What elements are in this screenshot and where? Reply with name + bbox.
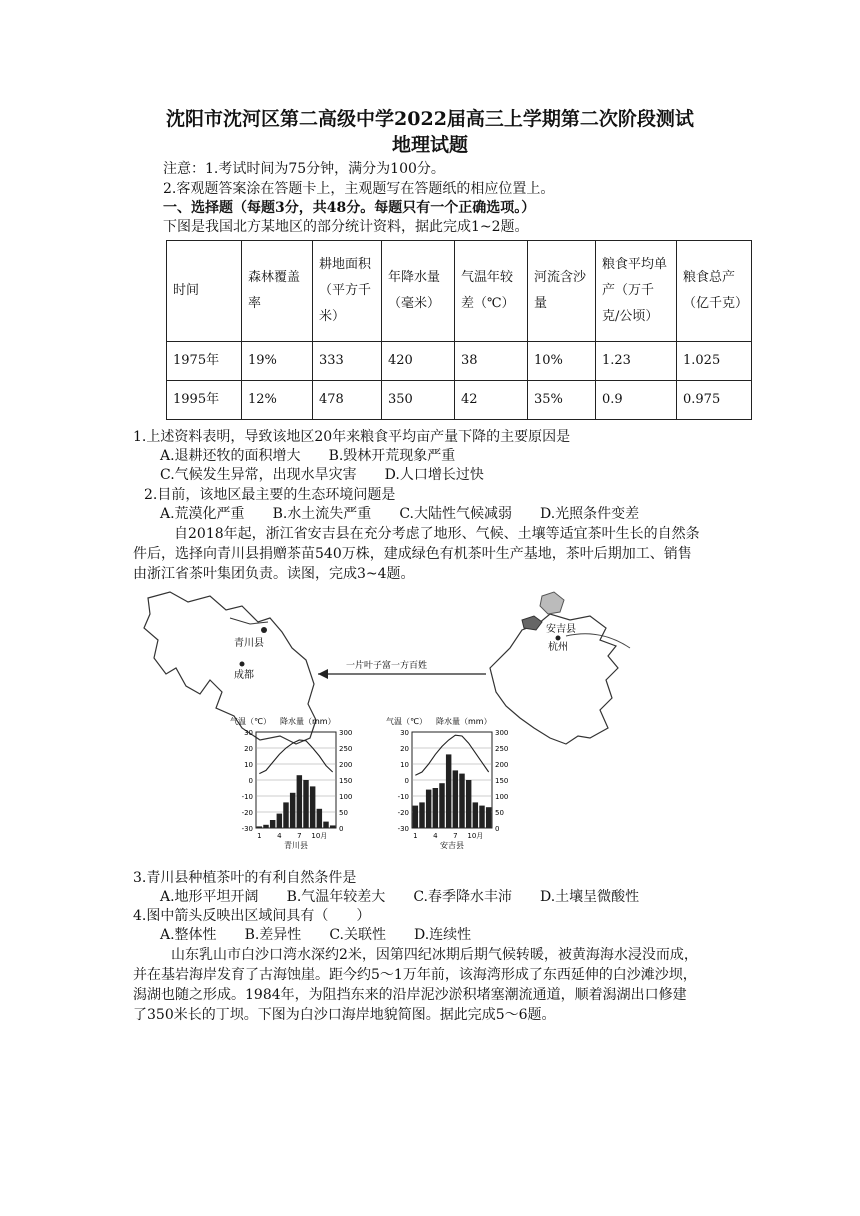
q1-stem: 1.上述资料表明，导致该地区20年来粮食平均亩产量下降的主要原因是: [133, 429, 571, 445]
temp-tick-label: 30: [400, 729, 409, 737]
table-cell: 478: [313, 381, 382, 420]
temp-tick-label: -20: [397, 809, 409, 817]
precip-tick-label: 300: [495, 729, 509, 737]
q3-option-a[interactable]: A.地形平坦开阔: [160, 889, 259, 905]
temp-tick-label: 20: [244, 745, 253, 753]
precip-tick-label: 150: [339, 777, 353, 785]
passage-5-6-line-3: 潟湖也随之形成。1984年，为阻挡东来的沿岸泥沙淤积堵塞潮流通道，顺着潟湖出口修建: [133, 987, 687, 1003]
month-tick-label: 4: [277, 832, 282, 840]
precip-bar: [323, 822, 328, 828]
temp-tick-label: 0: [248, 777, 253, 785]
table-header: 年降水量（毫米）: [382, 241, 455, 342]
precip-bar: [270, 820, 275, 828]
q4-option-c[interactable]: C.关联性: [329, 927, 386, 943]
q1-option-c[interactable]: C.气候发生异常，出现水旱灾害: [160, 467, 357, 483]
precip-bar: [263, 825, 268, 828]
chengdu-marker: [240, 662, 245, 667]
q1-option-b[interactable]: B.毁林开荒现象严重: [328, 448, 456, 464]
table-header: 时间: [167, 241, 242, 342]
q2-option-c[interactable]: C.大陆性气候减弱: [399, 506, 512, 522]
q2-option-b[interactable]: B.水土流失严重: [272, 506, 372, 522]
precip-bar: [479, 806, 484, 828]
table-header: 耕地面积（平方千米）: [313, 241, 382, 342]
table-cell: 1995年: [167, 381, 242, 420]
precip-bar: [283, 802, 288, 828]
precip-bar: [290, 793, 295, 828]
precip-tick-label: 250: [339, 745, 353, 753]
table-cell: 19%: [242, 342, 313, 381]
q3-stem: 3.青川县种植茶叶的有利自然条件是: [133, 870, 357, 886]
precip-bar: [433, 788, 438, 828]
precip-bar: [466, 780, 471, 828]
note-1: 注意：1.考试时间为75分钟，满分为100分。: [163, 161, 445, 177]
month-tick-label: 10月: [311, 832, 328, 840]
month-tick-label: 7: [297, 832, 302, 840]
q4-option-b[interactable]: B.差异性: [244, 927, 302, 943]
qingchuan-marker: [261, 627, 267, 633]
exam-subtitle: 地理试题: [391, 134, 468, 156]
table-cell: 38: [455, 342, 528, 381]
temp-tick-label: 30: [244, 729, 253, 737]
note-2: 2.客观题答案涂在答题卡上，主观题写在答题纸的相应位置上。: [163, 181, 555, 197]
temp-axis-label: 气温（℃）: [386, 717, 427, 726]
month-tick-label: 7: [453, 832, 458, 840]
table-cell: 333: [313, 342, 382, 381]
table-cell: 0.975: [677, 381, 752, 420]
q4-option-d[interactable]: D.连续性: [413, 927, 472, 943]
map-label-qingchuan: 青川县: [234, 638, 264, 649]
temp-tick-label: -30: [397, 825, 409, 833]
q3-option-d[interactable]: D.土壤呈微酸性: [539, 889, 640, 905]
precip-tick-label: 250: [495, 745, 509, 753]
q4-options: [160, 926, 499, 944]
table-cell: 420: [382, 342, 455, 381]
precip-tick-label: 150: [495, 777, 509, 785]
map-figure: [130, 588, 650, 864]
precip-bar: [459, 774, 464, 828]
map-label-hangzhou: 杭州: [548, 642, 568, 653]
table-row: [167, 381, 752, 420]
q3-option-b[interactable]: B.气温年较差大: [286, 889, 386, 905]
precip-bar: [330, 825, 335, 828]
table-row: [167, 342, 752, 381]
table-cell: 1.23: [596, 342, 677, 381]
q1-option-a[interactable]: A.退耕还牧的面积增大: [160, 448, 301, 464]
q2-option-d[interactable]: D.光照条件变差: [539, 506, 640, 522]
table-header: 森林覆盖率: [242, 241, 313, 342]
precip-bar: [257, 826, 262, 828]
passage-5-6-line-1: 山东乳山市白沙口湾水深约2米，因第四纪冰期后期气候转暖，被黄海海水浸没而成，: [171, 947, 698, 963]
temperature-line: [259, 740, 332, 774]
climate-chart-anji: [386, 716, 508, 850]
precip-bar: [303, 780, 308, 828]
precip-tick-label: 200: [339, 761, 353, 769]
month-tick-label: 10月: [467, 832, 484, 840]
q3-options: [160, 888, 667, 906]
anji-region: [522, 616, 542, 630]
temp-tick-label: 10: [400, 761, 409, 769]
table-header: 粮食总产（亿千克）: [677, 241, 752, 342]
month-tick-label: 4: [433, 832, 438, 840]
temp-axis-label: 气温（℃）: [230, 717, 271, 726]
intro-q1-2: 下图是我国北方某地区的部分统计资料，据此完成1~2题。: [163, 219, 529, 235]
precip-tick-label: 300: [339, 729, 353, 737]
precip-bar: [413, 806, 418, 828]
arrow-head-icon: [318, 669, 328, 679]
temp-tick-label: 20: [400, 745, 409, 753]
precip-bar: [317, 809, 322, 828]
passage-3-4-line-2: 件后，选择向青川县捐赠茶苗540万株，建成绿色有机茶叶生产基地，茶叶后期加工、销售: [133, 546, 692, 562]
q4-stem: 4.图中箭头反映出区域间具有（ ）: [133, 908, 371, 924]
climate-chart-qingchuan: [230, 716, 352, 850]
exam-title: 沈阳市沈河区第二高级中学2022届高三上学期第二次阶段测试: [166, 108, 694, 130]
precip-tick-label: 0: [495, 825, 500, 833]
passage-5-6-line-2: 并在基岩海岸发育了古海蚀崖。距今约5～1万年前，该海湾形成了东西延伸的白沙滩沙坝，: [133, 967, 697, 983]
table-header: 河流含沙量: [528, 241, 596, 342]
precip-bar: [486, 807, 491, 828]
precip-bar: [310, 786, 315, 828]
precip-bar: [439, 783, 444, 828]
table-cell: 1.025: [677, 342, 752, 381]
temp-tick-label: -10: [241, 793, 253, 801]
q2-option-a[interactable]: A.荒漠化严重: [160, 506, 245, 522]
temp-tick-label: -30: [241, 825, 253, 833]
table-cell: 10%: [528, 342, 596, 381]
map-label-anji: 安吉县: [546, 624, 576, 635]
q2-stem: 2.目前，该地区最主要的生态环境问题是: [144, 487, 396, 503]
precip-bar: [419, 802, 424, 828]
q4-option-a[interactable]: A.整体性: [160, 927, 217, 943]
precip-tick-label: 0: [339, 825, 344, 833]
q1-option-d[interactable]: D.人口增长过快: [384, 467, 484, 483]
precip-bar: [446, 754, 451, 828]
precip-tick-label: 100: [495, 793, 509, 801]
temperature-line: [415, 735, 488, 775]
temp-tick-label: -10: [397, 793, 409, 801]
month-tick-label: 1: [257, 832, 262, 840]
precip-axis-label: 降水量（mm）: [280, 717, 336, 726]
precip-tick-label: 50: [339, 809, 348, 817]
table-header: 气温年较差（℃）: [455, 241, 528, 342]
precip-bar: [473, 802, 478, 828]
hangzhou-marker: [556, 636, 561, 641]
passage-3-4-line-1: 自2018年起，浙江省安吉县在充分考虑了地形、气候、土壤等适宜茶叶生长的自然条: [174, 526, 700, 542]
chart-place-label: 安吉县: [440, 841, 464, 850]
temp-tick-label: 0: [404, 777, 409, 785]
statistics-table: [166, 240, 752, 420]
table-cell: 0.9: [596, 381, 677, 420]
temp-tick-label: -20: [241, 809, 253, 817]
table-header-row: [167, 241, 752, 342]
precip-bar: [426, 790, 431, 828]
q1-options-ab: [160, 447, 483, 465]
arrow-caption: 一片叶子富一方百姓: [346, 661, 428, 671]
section-heading: 一、选择题（每题3分，共48分。每题只有一个正确选项。）: [163, 200, 536, 216]
q1-options-cd: [160, 466, 512, 484]
q2-options: [160, 505, 667, 523]
q3-option-c[interactable]: C.春季降水丰沛: [413, 889, 512, 905]
table-cell: 350: [382, 381, 455, 420]
precip-tick-label: 50: [495, 809, 504, 817]
precip-bar: [297, 775, 302, 828]
precip-bar: [453, 770, 458, 828]
temp-tick-label: 10: [244, 761, 253, 769]
precip-tick-label: 100: [339, 793, 353, 801]
passage-3-4-line-3: 由浙江省茶叶集团负责。读图，完成3~4题。: [133, 566, 415, 582]
table-cell: 42: [455, 381, 528, 420]
table-cell: 12%: [242, 381, 313, 420]
precip-tick-label: 200: [495, 761, 509, 769]
precip-axis-label: 降水量（mm）: [436, 717, 492, 726]
month-tick-label: 1: [413, 832, 418, 840]
precip-bar: [277, 814, 282, 828]
passage-5-6-line-4: 了350米长的丁坝。下图为白沙口海岸地貌简图。据此完成5～6题。: [133, 1007, 556, 1023]
table-cell: 1975年: [167, 342, 242, 381]
map-label-chengdu: 成都: [234, 670, 254, 681]
table-header: 粮食平均单产（万千克/公顷）: [596, 241, 677, 342]
table-cell: 35%: [528, 381, 596, 420]
chart-place-label: 青川县: [284, 841, 308, 850]
taihu-lake: [540, 592, 564, 614]
